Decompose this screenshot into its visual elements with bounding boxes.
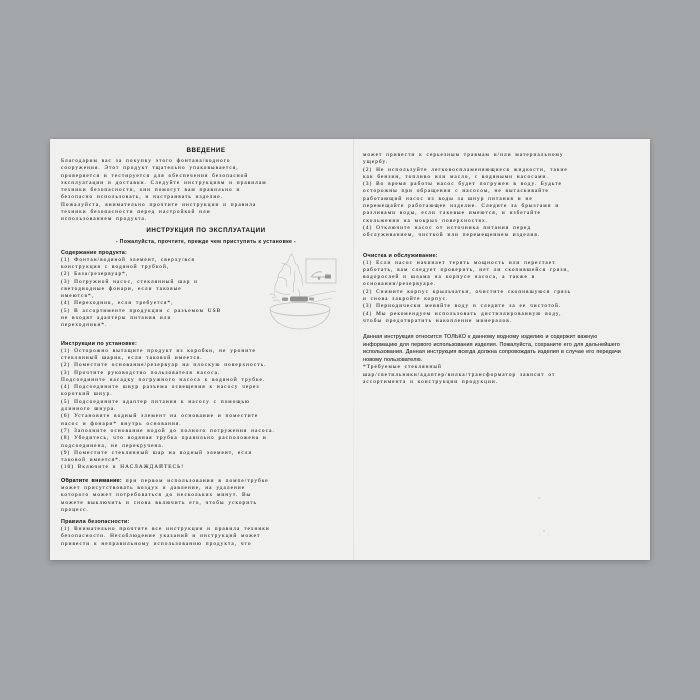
text-line: может привести к серьезным травмам и/или материальному: [363, 152, 564, 158]
notice-label: Обратите внимание:: [61, 477, 122, 484]
footnote-paragraph: [363, 364, 650, 386]
text-line: таковой имеется*.: [61, 457, 122, 464]
text-line: *Требуемые стеклянный: [363, 364, 442, 371]
contents-heading: Содержание продукта:: [61, 249, 128, 256]
text-line: короткий шнур.: [61, 391, 113, 398]
text-line: (4) Переходник, если требуется*,: [61, 300, 174, 307]
text-line: как бензин, топливо или масло, с водяными насосами.: [363, 173, 549, 180]
text-line: техники безопасности, они помогут вам правильно и: [61, 187, 241, 194]
retain-instructions-paragraph: [363, 334, 650, 364]
text-line: конструкция с водяной трубкой,: [61, 263, 170, 270]
text-line: (4) Мы рекомендуем использовать дистиллированную воду,: [363, 310, 562, 317]
text-line: обслуживанием, чисткой или перемещением изделия.: [363, 232, 541, 239]
text-line: насос и фонари* внутрь основания.: [61, 420, 182, 427]
text-line: (1) Внимательно прочтите все инструкции и правила техники: [61, 526, 270, 533]
cleaning-heading: Очистка и обслуживание:: [363, 252, 438, 259]
text-line: безопасно использовать, и настраивать изделие.: [61, 194, 224, 201]
text-line: и снова закройте корпус.: [363, 296, 449, 303]
text-line: скольжения на мокрых поверхностях.: [363, 217, 489, 224]
introduction-title: ВВЕДЕНИЕ: [186, 147, 226, 154]
text-line: (3) Прочтите руководство пользователя насоса.: [61, 369, 221, 376]
text-line: работать, вам следует проверить, нет ли скопившейся грязи,: [363, 266, 570, 273]
text-line: (5) В ассортименте продукции с разъемом USB: [61, 307, 222, 314]
text-line: информацию для первого использования изделия. Пожалуйста, сохраните его для дальнейшего: [363, 341, 620, 348]
text-line: (3) Погружной насос, стеклянный шар и: [61, 278, 199, 285]
text-line: использования. Данная инструкция всегда должна сопровождать изделия в случае его передачи: [363, 349, 621, 356]
text-line: (8) Убедитесь, что водяная трубка правильно расположена и: [61, 435, 267, 442]
safety-heading: Правила безопасности:: [61, 519, 130, 526]
text-line: (5) Подсоедините адаптер питания к насосу с помощью: [61, 398, 251, 405]
text-line: сооружения. Этот продукт тщательно упаковывается,: [61, 165, 239, 172]
notice-rest-lines: [61, 485, 351, 514]
operating-instructions-title: ИНСТРУКЦИЯ ПО ЭКСПЛУАТАЦИИ: [146, 226, 266, 234]
text-line: Данная инструкция относится ТОЛЬКО к данному водному изделию и содержит важную: [363, 334, 598, 341]
contents-list: [61, 257, 351, 330]
text-line: не входят адаптеры питания или: [61, 315, 172, 322]
text-line: проверяется и тестируется для обеспечения безопасной: [61, 172, 249, 179]
text-line: можете выключить и снова включить его, чтобы ускорить: [61, 499, 257, 506]
text-line: длинного шнура.: [61, 406, 117, 413]
text-line: Пожалуйста, внимательно прочтите инструкции и правила: [61, 201, 257, 208]
text-line: ассортимента и конструкции продукции.: [363, 378, 499, 385]
text-line: (3) Во время работы насос будет погружен в воду. Будьте: [363, 181, 562, 188]
install-list: [61, 348, 351, 472]
paper-speck: [538, 497, 540, 499]
text-line: переходники*.: [61, 322, 108, 329]
paper-fold-line: [353, 139, 354, 560]
notice-first-line: [61, 478, 351, 485]
notice-first-rest: при первом использовании в помпе/трубке: [121, 477, 269, 484]
text-line: водорослей и шлама на корпусе насоса, а также в: [363, 274, 536, 281]
paper-speck: [543, 530, 545, 532]
text-line: подсоединена, не перекручена.: [61, 442, 165, 449]
text-line: техники безопасности перед настройкой или: [61, 209, 211, 216]
text-line: разливами воды, если таковые имеются, и избегайте: [363, 210, 541, 217]
text-line: процесс.: [61, 506, 89, 513]
left-column: [61, 147, 351, 548]
text-line: основании/резервуаре.: [363, 281, 437, 288]
text-line: работающий насос из воды за шнур питания и не: [363, 195, 533, 202]
text-line: (1) Фонтан/водяной элемент, сверху/вся: [61, 256, 195, 263]
text-line: (2) База/резервуар*,: [61, 271, 129, 278]
introduction-paragraph: [61, 158, 351, 224]
text-line: может присутствовать воздух и давление, на удаление: [61, 484, 246, 491]
text-line: (3) Периодически меняйте воду и следите за ее чистотой.: [363, 303, 562, 310]
text-line: Благодарим вас за покупку этого фонтана/водного: [61, 158, 231, 164]
text-line: привести к неправильному использованию продукта, что: [61, 540, 252, 547]
text-line: (7) Заполните основание водой до полного погружения насоса.: [61, 427, 275, 434]
text-line: (10) Включите и НАСЛАЖДАЙТЕСЬ!: [61, 464, 185, 471]
text-line: светодиодные фонари, если таковые: [61, 285, 182, 292]
text-line: которого может потребоваться до нескольких минут. Вы: [61, 492, 252, 499]
text-line: (4) Подсоедините шнур разъема освещения к насосу через: [61, 384, 260, 391]
read-before-install-subtitle: - Пожалуйста, прочтите, прежде чем приступить к установке -: [115, 238, 297, 245]
install-heading: Инструкции по установке:: [61, 340, 138, 347]
text-line: шар/светильники/адаптер/вилка/трансформатор зависит от: [363, 371, 556, 378]
instruction-leaflet: [50, 139, 650, 560]
text-line: безопасности. Несоблюдение указаний и инструкций может: [61, 533, 261, 540]
text-line: (2) Не используйте легковоспламеняющиеся жидкости, такие: [363, 166, 568, 173]
text-line: чтобы предотвратить накопление минералов.: [363, 317, 513, 324]
text-line: (2) Поместите основание/резервуар на плоскую поверхность.: [61, 362, 267, 369]
text-line: осторожны при обращении с насосом, не вытаскивайте: [363, 188, 549, 195]
text-line: (9) Поместите стеклянный шар на водный элемент, если: [61, 449, 253, 456]
text-line: (4) Отключите насос от источника питания перед: [363, 224, 532, 231]
text-line: (2) Снимите корпус крыльчатки, очистите скопившуюся грязь: [363, 288, 572, 295]
text-line: ущербу.: [363, 159, 389, 166]
safety-list: [61, 526, 351, 548]
text-line: новому пользователю.: [363, 356, 423, 363]
text-line: (1) Осторожно вытащите продукт из коробки, не уроните: [61, 347, 256, 354]
text-line: эксплуатации и доставки. Следуйте инструкциям и правилам: [61, 179, 267, 186]
text-line: (6) Установите водный элемент на основание и поместите: [61, 413, 259, 420]
cleaning-list: [363, 260, 650, 326]
notice-paragraph: [61, 478, 351, 514]
text-line: имеются*,: [61, 293, 95, 300]
text-line: перемещайте работающее изделие. Следите за брызгами и: [363, 203, 560, 210]
text-line: использованием продукта.: [61, 216, 148, 223]
safety-continued-list: [363, 152, 650, 240]
text-line: (1) Если насос начинает терять мощность или перестает: [363, 259, 556, 266]
text-line: Подсоедините насадку погружного насоса к водяной трубке.: [61, 376, 266, 383]
text-line: стеклянный шарик, если таковой имеется.: [61, 354, 203, 361]
right-column: [363, 152, 650, 386]
